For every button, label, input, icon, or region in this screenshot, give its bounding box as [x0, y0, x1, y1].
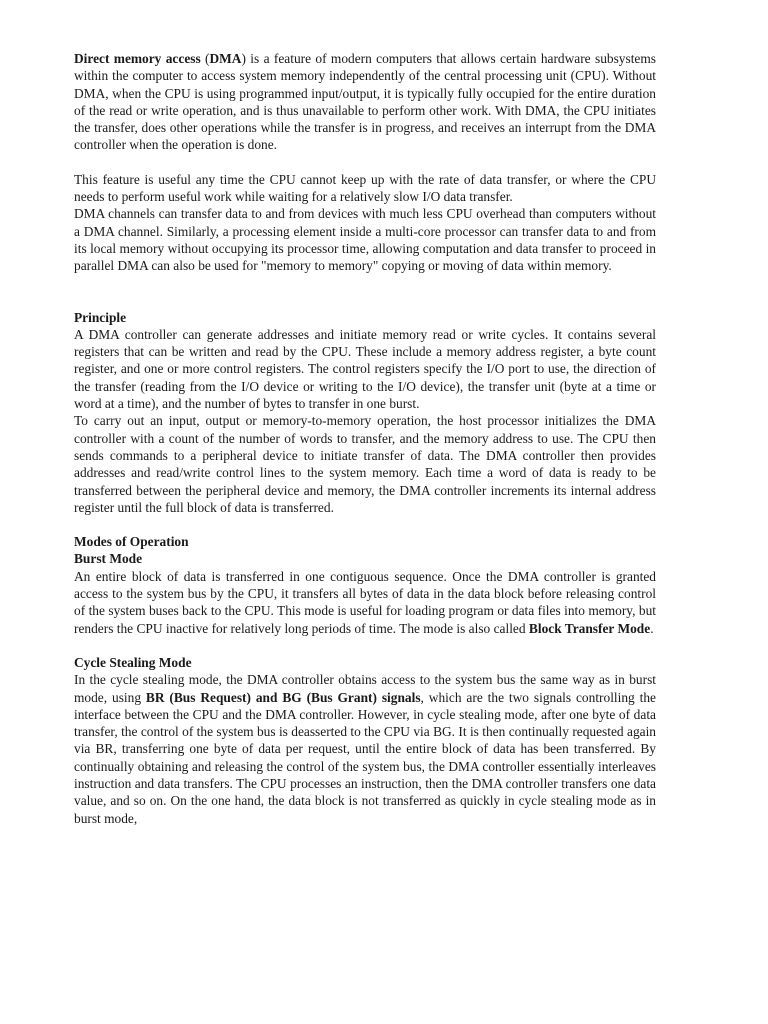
burst-mode-heading: Burst Mode [74, 551, 143, 567]
bus-signals-term: BR (Bus Request) and BG (Bus Grant) signals [145, 689, 421, 705]
spacer [74, 516, 656, 533]
principle-heading: Principle [74, 309, 127, 325]
burst-mode-end: . [650, 620, 654, 636]
burst-mode-paragraph [74, 568, 656, 637]
intro-paragraph-2: This feature is useful any time the CPU cannot keep up with the rate of data transfer, or where the CPU needs to perform useful work while waiting for a relatively slow I/O data transfer. [74, 171, 656, 205]
intro-paragraph-1 [74, 50, 656, 154]
intro-paragraph-3: DMA channels can transfer data to and from devices with much less CPU overhead than computers without a DMA channel. Similarly, a processing element inside a multi-core processor can transfer data to and from its local memory without occupying its processor time, allowing computation and data transfer to proceed in parallel DMA can also be used for "memory to memory" copying or moving of data within memory. [74, 206, 656, 274]
principle-paragraph-1: A DMA controller can generate addresses and initiate memory read or write cycles. It contains several registers that can be written and read by the CPU. These include a memory address register, a byte count register, and one or more control registers. The control registers specify the I/O port to use, the direction of the transfer (reading from the I/O device or writing to the I/O device), the transfer unit (byte at a time or word at a time), and the number of bytes to transfer in one burst. [74, 326, 656, 412]
intro-paragraph-1-text: ) is a feature of modern computers that allows certain hardware subsystems within the computer to access system memory independently of the central processing unit (CPU). Without DMA, when the CPU is using programmed input/output, it is typically fully occupied for the entire duration of the read or write operation, and is thus unavailable to perform other work. With DMA, the CPU initiates the transfer, does other operations while the transfer is in progress, and receives an interrupt from the DMA controller when the operation is done. [74, 51, 656, 153]
dma-acronym: DMA [209, 51, 242, 66]
cycle-stealing-text-b: , which are the two signals controlling the interface between the CPU and the DMA controller. However, in cycle stealing mode, after one byte of data transfer, the control of the system bus is deasserted to the CPU via BG. It is then continually requested again via BR, transferring one byte of data per request, until the entire block of data has been transferred. By continually obtaining and releasing the control of the system bus, the DMA controller essentially interleaves instruction and data transfers. The CPU processes an instruction, then the DMA controller transfers one data value, and so on. On the one hand, the data block is not transferred as quickly in cycle stealing mode as in burst mode, [74, 689, 657, 826]
spacer [74, 275, 656, 309]
document-page [74, 50, 656, 827]
cycle-stealing-paragraph [74, 671, 656, 827]
principle-paragraph-2: To carry out an input, output or memory-to-memory operation, the host processor initializes the DMA controller with a count of the number of words to transfer, and the memory address to use. The CPU then sends commands to a peripheral device to initiate transfer of data. The DMA controller then provides addresses and read/write control lines to the system memory. Each time a word of data is ready to be transferred between the peripheral device and memory, the DMA controller increments its internal address register until the full block of data is transferred. [74, 413, 656, 515]
dma-term: Direct memory access [74, 51, 201, 66]
spacer [74, 637, 656, 654]
burst-mode-text: An entire block of data is transferred in one contiguous sequence. Once the DMA controller is granted access to the system bus by the CPU, it transfers all bytes of data in the data block before releasing control of the system buses back to the CPU. This mode is useful for loading program or data files into memory, but renders the CPU inactive for relatively long periods of time. The mode is also called [74, 568, 656, 636]
block-transfer-mode-term: Block Transfer Mode [528, 620, 651, 636]
spacer [74, 154, 656, 171]
cycle-stealing-text-a: In the cycle stealing mode, the DMA controller obtains access to the system bus the same way as in burst mode, using [74, 672, 656, 705]
modes-heading: Modes of Operation [74, 534, 189, 550]
intro-open-paren: ( [200, 51, 210, 66]
cycle-stealing-heading: Cycle Stealing Mode [74, 654, 192, 670]
